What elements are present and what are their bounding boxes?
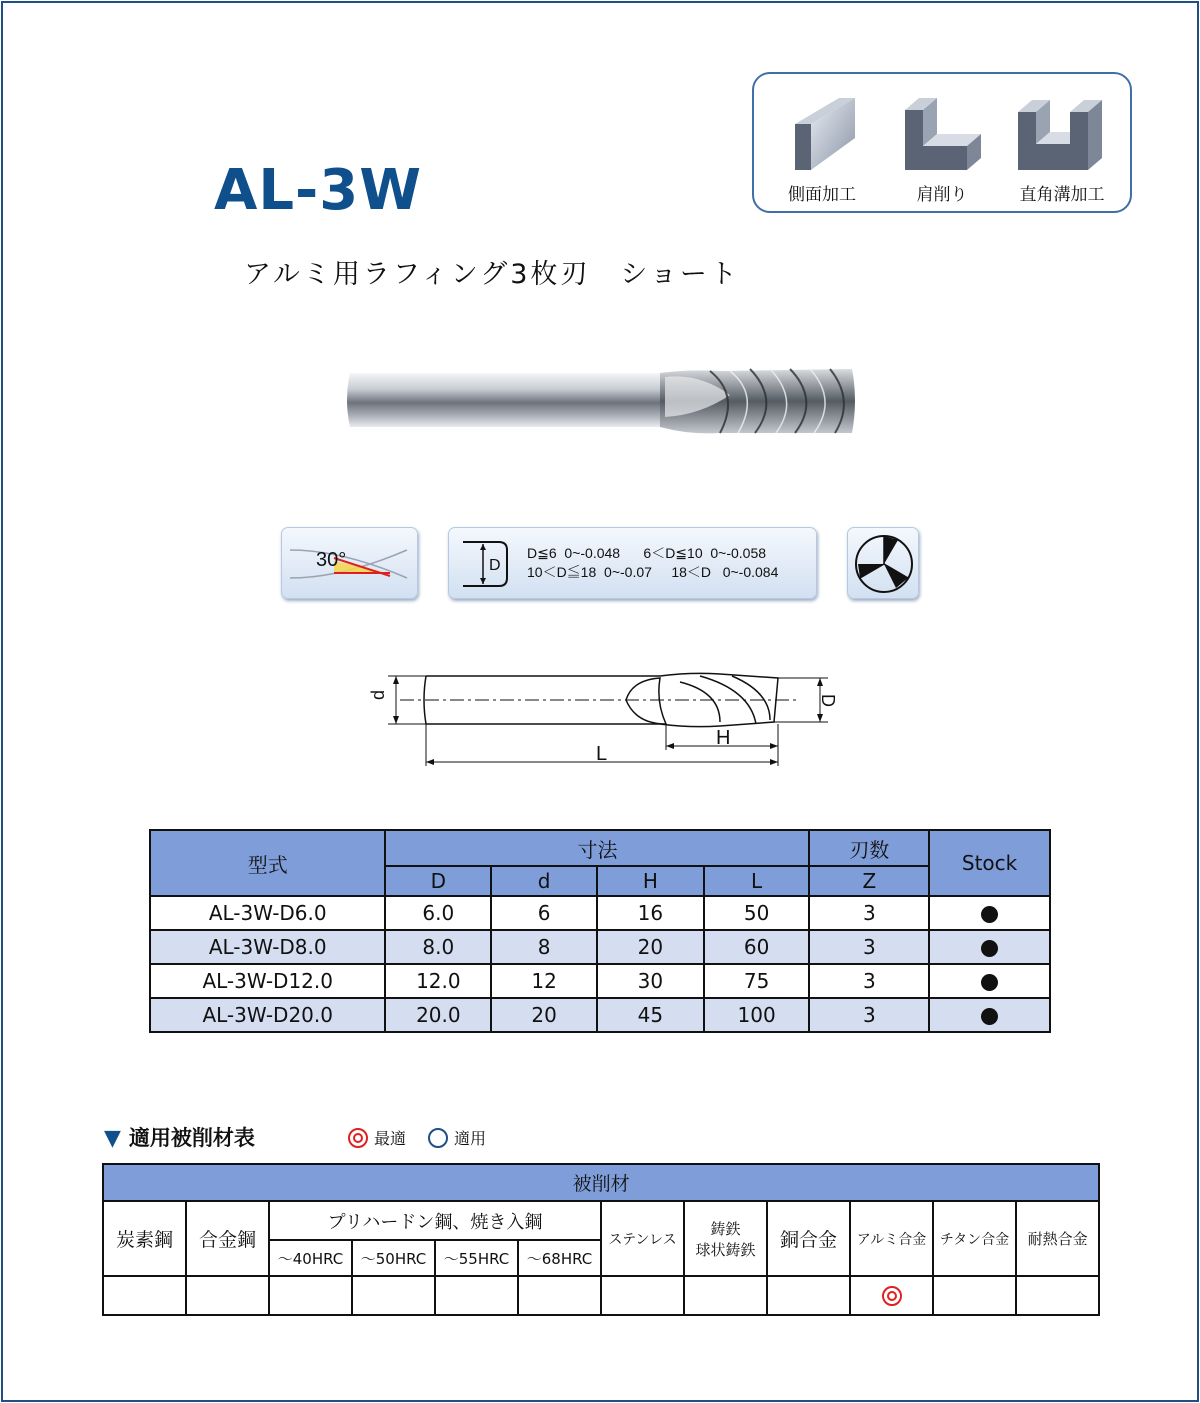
header-model: 型式	[150, 830, 385, 896]
col-titanium-alloy: チタン合金	[933, 1201, 1016, 1276]
rating-cell	[601, 1276, 684, 1315]
cell-D: 20.0	[385, 998, 491, 1032]
materials-table	[102, 1163, 1100, 1316]
col-ductile-iron-label: 球状鋳鉄	[695, 1240, 756, 1259]
col-hrc50: ～50HRC	[352, 1240, 435, 1276]
rating-cell	[1016, 1276, 1099, 1315]
cell-L: 50	[704, 896, 810, 930]
cell-H: 20	[597, 930, 704, 964]
diameter-tolerance-badge	[448, 527, 817, 599]
col-prehardened: プリハードン鋼、焼き入鋼	[269, 1201, 601, 1240]
cell-Z: 3	[809, 998, 929, 1032]
dimension-drawing	[360, 662, 840, 772]
table-row	[150, 998, 1050, 1032]
operations-panel	[752, 72, 1132, 213]
cell-Z: 3	[809, 930, 929, 964]
materials-heading	[104, 1122, 255, 1152]
rating-cell	[435, 1276, 518, 1315]
cell-stock	[929, 930, 1050, 964]
table-row	[150, 896, 1050, 930]
operation-label: 直角溝加工	[1019, 185, 1105, 205]
slotting-icon	[1012, 94, 1112, 172]
header-d: d	[491, 866, 597, 896]
end-mill-photo	[340, 355, 860, 445]
cell-D: 6.0	[385, 896, 491, 930]
flute-count-badge	[847, 527, 919, 599]
in-stock-dot-icon	[981, 906, 998, 923]
cell-model: AL-3W-D12.0	[150, 964, 385, 998]
materials-legend	[348, 1126, 486, 1149]
rating-cell	[850, 1276, 933, 1315]
col-stainless: ステンレス	[601, 1201, 684, 1276]
col-hrc55: ～55HRC	[435, 1240, 518, 1276]
legend-ok-label: 適用	[454, 1129, 487, 1148]
cell-L: 60	[704, 930, 810, 964]
cell-d: 12	[491, 964, 597, 998]
materials-header: 被削材	[103, 1164, 1099, 1201]
product-title: AL-3W	[214, 158, 422, 223]
col-copper-alloy: 銅合金	[767, 1201, 850, 1276]
drawing-label-L: L	[596, 743, 608, 765]
rating-cell	[933, 1276, 1016, 1315]
in-stock-dot-icon	[981, 974, 998, 991]
three-flute-icon	[848, 528, 920, 600]
table-row	[150, 964, 1050, 998]
cell-H: 16	[597, 896, 704, 930]
cell-d: 6	[491, 896, 597, 930]
rating-cell	[767, 1276, 850, 1315]
double-circle-icon	[882, 1286, 902, 1306]
diameter-icon	[449, 528, 519, 600]
cell-D: 8.0	[385, 930, 491, 964]
rating-cell	[186, 1276, 269, 1315]
col-alloy-steel: 合金鋼	[186, 1201, 269, 1276]
triangle-down-icon: ▼	[104, 1126, 121, 1151]
cell-H: 45	[597, 998, 704, 1032]
col-cast-iron-label: 鋳鉄	[710, 1219, 741, 1238]
tolerance-text: D≦6 0~-0.048 6＜D≦10 0~-0.058 10＜D≦18 0~-0.07 18＜D 0~-0.084	[527, 545, 779, 580]
in-stock-dot-icon	[981, 940, 998, 957]
col-carbon-steel: 炭素鋼	[103, 1201, 186, 1276]
cell-Z: 3	[809, 964, 929, 998]
in-stock-dot-icon	[981, 1008, 998, 1025]
rating-row	[103, 1276, 1099, 1315]
legend-best-label: 最適	[374, 1129, 407, 1148]
operation-side-milling	[762, 94, 882, 205]
cell-d: 20	[491, 998, 597, 1032]
diameter-symbol: D	[489, 557, 501, 574]
rating-cell	[518, 1276, 601, 1315]
helix-angle-badge	[281, 527, 418, 599]
header-stock: Stock	[929, 830, 1050, 896]
col-heat-resistant: 耐熱合金	[1016, 1201, 1099, 1276]
materials-heading-text: 適用被削材表	[128, 1126, 255, 1150]
helix-angle-label: 30°	[316, 549, 347, 571]
drawing-label-D: D	[818, 694, 838, 707]
operation-shoulder-milling	[882, 94, 1002, 205]
double-circle-icon	[348, 1128, 368, 1148]
col-cast-iron	[684, 1201, 767, 1276]
cell-model: AL-3W-D20.0	[150, 998, 385, 1032]
col-hrc40: ～40HRC	[269, 1240, 352, 1276]
cell-model: AL-3W-D6.0	[150, 896, 385, 930]
header-dimensions: 寸法	[385, 830, 809, 866]
cell-Z: 3	[809, 896, 929, 930]
rating-cell	[103, 1276, 186, 1315]
spec-table	[149, 829, 1051, 1033]
cell-D: 12.0	[385, 964, 491, 998]
operation-label: 肩削り	[916, 185, 968, 205]
cell-d: 8	[491, 930, 597, 964]
header-D: D	[385, 866, 491, 896]
cell-stock	[929, 964, 1050, 998]
col-hrc68: ～68HRC	[518, 1240, 601, 1276]
col-aluminum-alloy: アルミ合金	[850, 1201, 933, 1276]
table-row	[150, 930, 1050, 964]
drawing-label-H: H	[716, 727, 731, 749]
shoulder-milling-icon	[897, 94, 987, 172]
side-milling-icon	[777, 94, 867, 172]
rating-cell	[684, 1276, 767, 1315]
rating-cell	[352, 1276, 435, 1315]
rating-cell	[269, 1276, 352, 1315]
header-L: L	[704, 866, 810, 896]
cell-stock	[929, 896, 1050, 930]
cell-H: 30	[597, 964, 704, 998]
operation-label: 側面加工	[788, 185, 856, 205]
circle-icon	[428, 1128, 448, 1148]
cell-model: AL-3W-D8.0	[150, 930, 385, 964]
operation-slotting	[1002, 94, 1122, 205]
header-flutes: 刃数	[809, 830, 929, 866]
cell-L: 75	[704, 964, 810, 998]
cell-stock	[929, 998, 1050, 1032]
drawing-label-d: d	[368, 689, 388, 700]
header-H: H	[597, 866, 704, 896]
helix-angle-icon	[282, 528, 419, 600]
cell-L: 100	[704, 998, 810, 1032]
product-subtitle: アルミ用ラフィング3枚刃 ショート	[244, 259, 740, 290]
header-Z: Z	[809, 866, 929, 896]
